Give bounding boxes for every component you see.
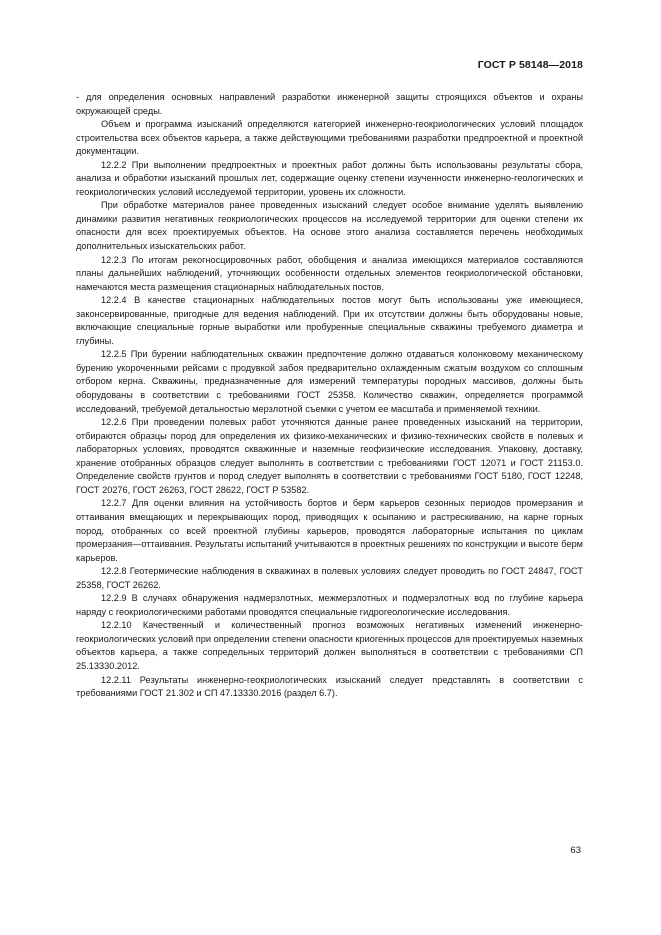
paragraph: При обработке материалов ранее проведенных изысканий следует особое внимание уделять выявлению динамики развития негативных геокриологических процессов на исследуемой территории для оценки степени их опасности для всех проектируемых объектов. На основе этого анализа составляется перечень необходимых дополнительных изыскательских работ.: [76, 200, 583, 252]
paragraph: Объем и программа изысканий определяются категорией инженерно-геокриологических условий площадок строительства всех объектов карьера, а также действующими требованиями разработки предпроектной и проектной документации.: [76, 119, 583, 157]
paragraph: - для определения основных направлений разработки инженерной защиты строящихся объектов и охраны окружающей среды.: [76, 92, 583, 116]
paragraph: 12.2.4 В качестве стационарных наблюдательных постов могут быть использованы уже имеющиеся, законсервированные, пригодные для ведения наблюдений. При их отсутствии должны быть оборудованы новые, включающие специальные горные выработки или пробуренные специальные скважины требуемого диаметра и глубины.: [76, 295, 583, 346]
paragraph: 12.2.7 Для оценки влияния на устойчивость бортов и берм карьеров сезонных периодов промерзания и оттаивания вмещающих и перекрывающих пород, приводящих к осыпанию и растрескиванию, на карне горных пород, отобранных со всей проектной глубины карьеров, проводятся лабораторные испытания по циклам промерзания—оттаивания. Результаты испытаний учитываются в проектных решениях по конструкции и высоте берм карьеров.: [76, 498, 583, 563]
paragraph: 12.2.3 По итогам рекогносцировочных работ, обобщения и анализа имеющихся материалов составляются планы дальнейших наблюдений, уточняющих особенности отдельных элементов геокриологической обстановки, намечаются места размещения стационарных наблюдательных постов.: [76, 254, 583, 292]
document-body: [76, 91, 583, 701]
paragraph: 12.2.2 При выполнении предпроектных и проектных работ должны быть использованы результаты сбора, анализа и обработки изысканий прошлых лет, содержащие оценку степени изученности инженерно-геологических и геокриологических условий исследуемой территории, уровень их сложности.: [76, 159, 583, 197]
paragraph: 12.2.9 В случаях обнаружения надмерзлотных, межмерзлотных и подмерзлотных вод по глубине карьера наряду с геокриологическими работами проводятся специальные гидрогеологические исследования.: [76, 593, 583, 617]
page-number: 63: [570, 845, 581, 856]
standard-designation: ГОСТ Р 58148—2018: [477, 59, 583, 71]
paragraph: 12.2.10 Качественный и количественный прогноз возможных негативных изменений инженерно-геокриологических условий при определении степени опасности криогенных процессов для проектируемых наземных объектов карьера, а также сопредельных территорий должен выполняться в соответствии с требованиями СП 25.13330.2012.: [76, 620, 583, 671]
paragraph: 12.2.8 Геотермические наблюдения в скважинах в полевых условиях следует проводить по ГОСТ 24847, ГОСТ 25358, ГОСТ 26262.: [76, 566, 583, 590]
paragraph: 12.2.11 Результаты инженерно-геокриологических изысканий следует представлять в соответствии с требованиями ГОСТ 21.302 и СП 47.13330.2016 (раздел 6.7).: [76, 674, 583, 699]
paragraph: 12.2.6 При проведении полевых работ уточняются данные ранее проведенных изысканий на территории, отбираются образцы пород для определения их физико-механических и физико-технических свойств в полевых и лабораторных условиях, проводятся скважинные и наземные геофизические исследования. Упаковку, доставку, хранение отобранных образцов следует выполнять в соответствии с требованиями ГОСТ 12071 и ГОСТ 21153.0. Определение свойств грунтов и пород следует выполнять в соответствии с требованиями ГОСТ 5180, ГОСТ 12248, ГОСТ 20276, ГОСТ 26263, ГОСТ 28622, ГОСТ Р 53582.: [76, 417, 583, 495]
paragraph: 12.2.5 При бурении наблюдательных скважин предпочтение должно отдаваться колонковому механическому бурению укороченными рейсами с продувкой забоя предварительно охлажденным сжатым воздухом со сплошным отбором керна. Скважины, предназначенные для измерений температуры породных массивов, должны быть оборудованы в соответствии с требованиями ГОСТ 25358. Количество скважин, определяется программой исследований, требуемой детальностью мерзлотной съемки с учетом ее масштаба и применяемой техники.: [76, 349, 583, 414]
